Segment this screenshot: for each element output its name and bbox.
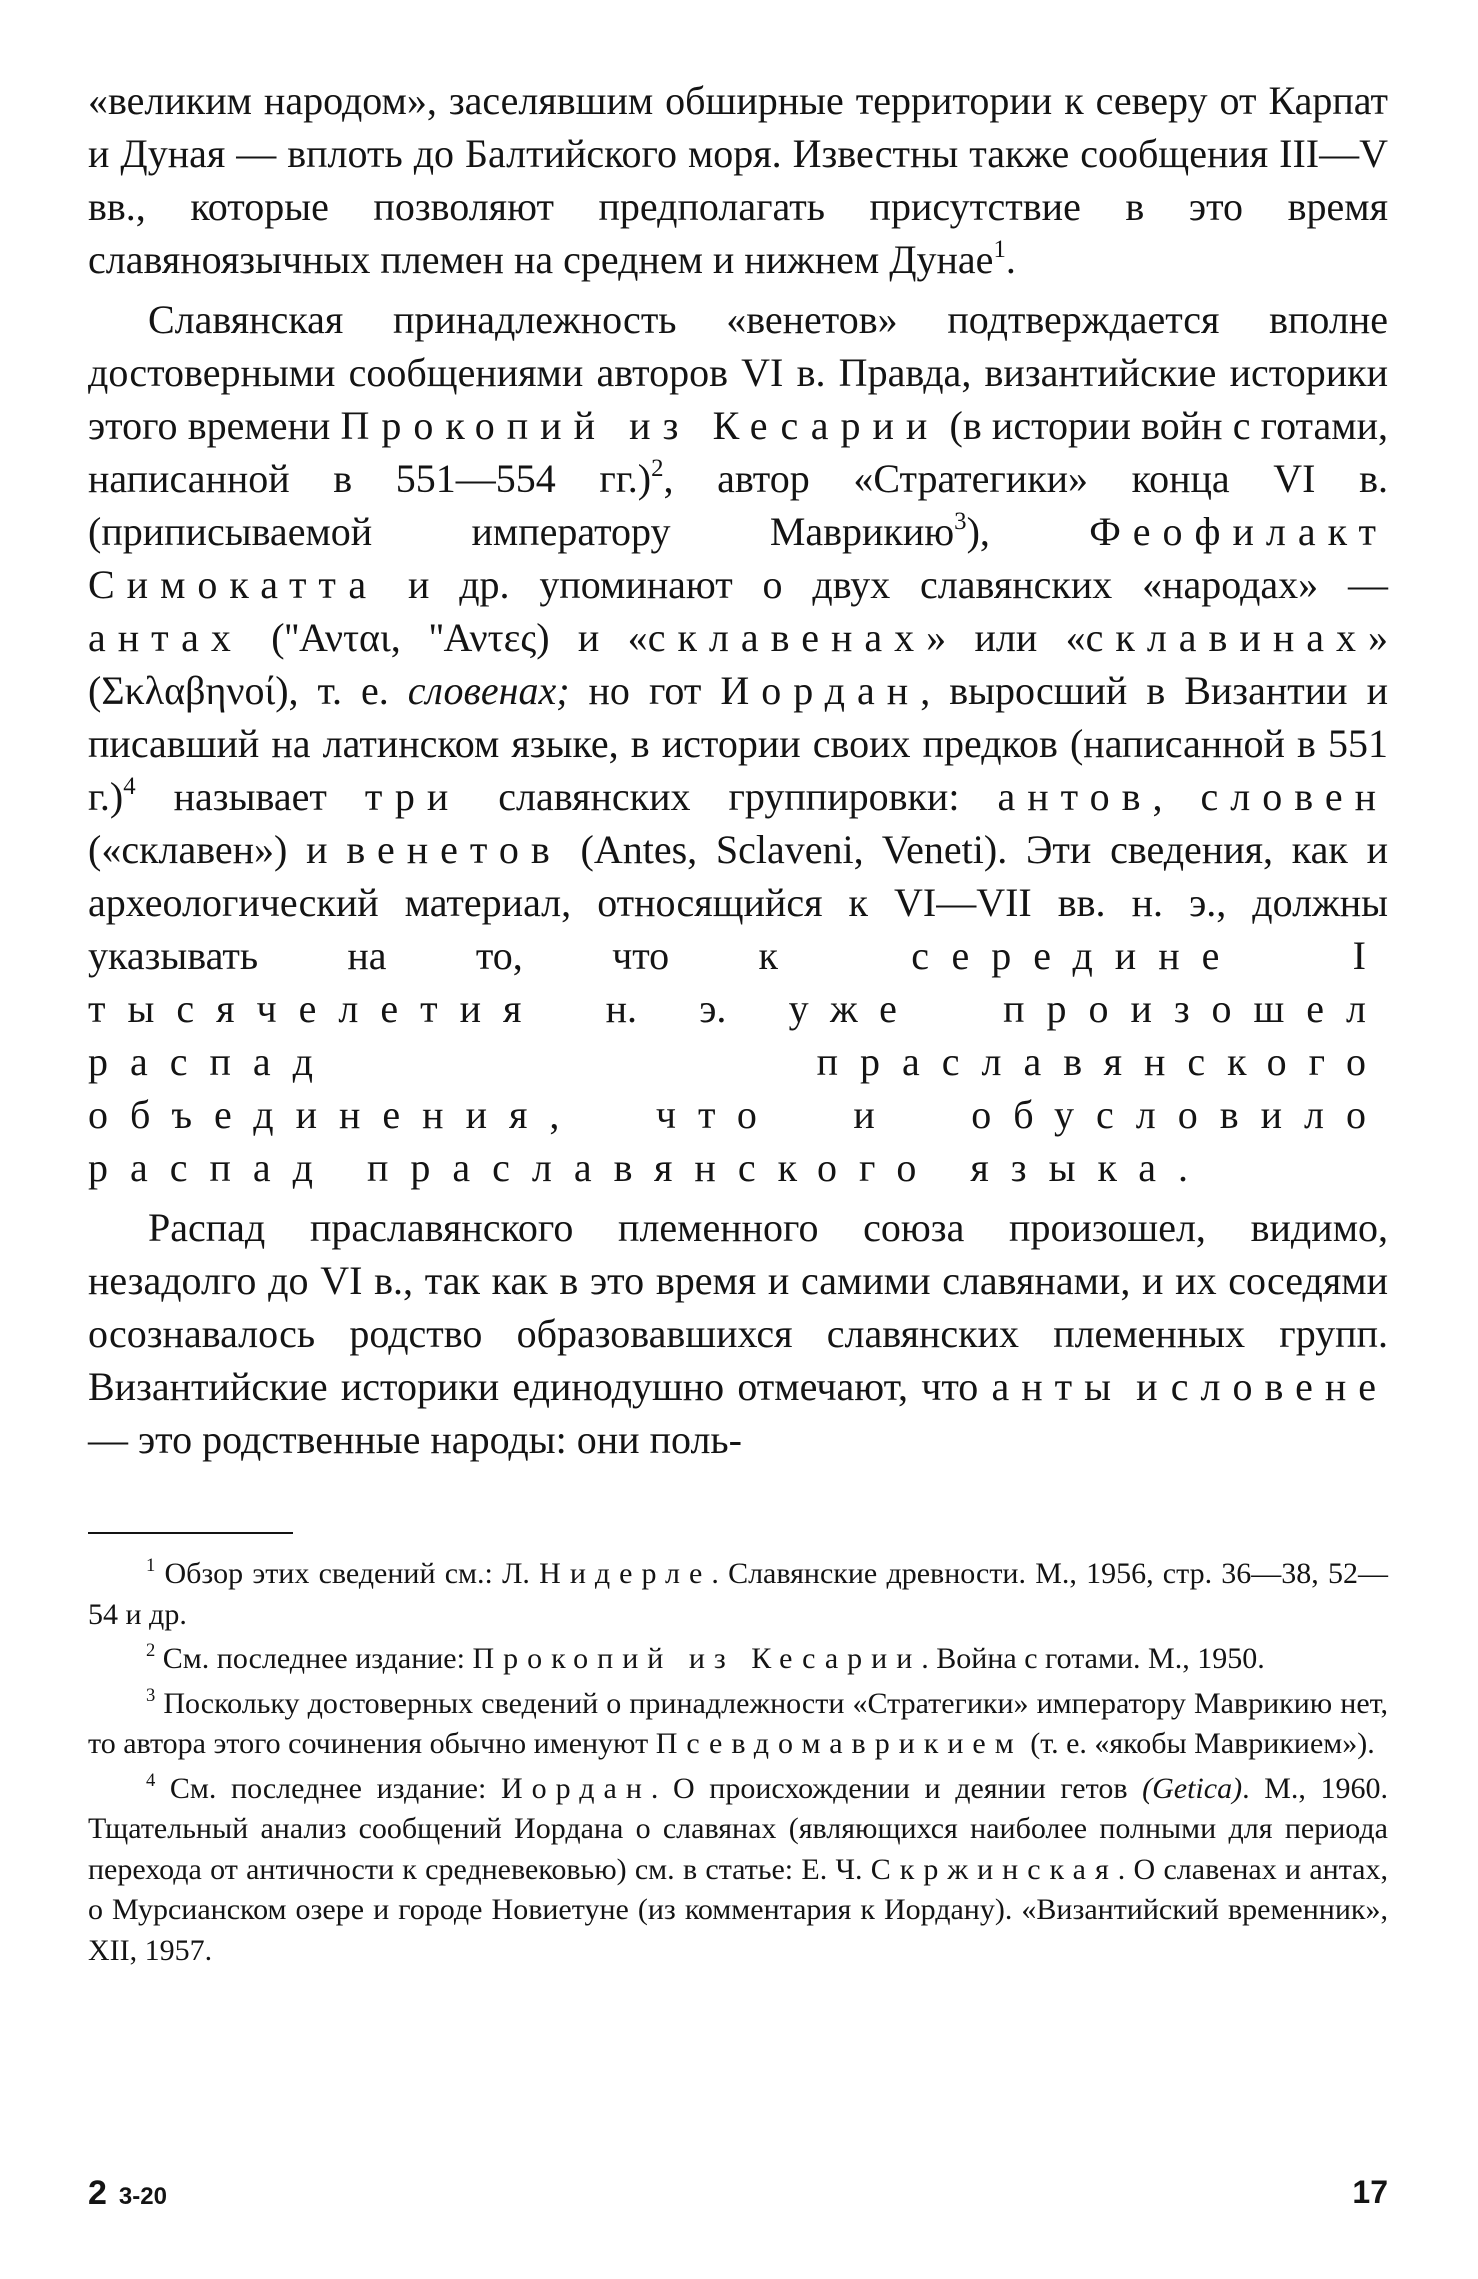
paragraph-text: славянских группировки: xyxy=(460,774,998,819)
footnote-text: . О происхождении и деянии гетов xyxy=(650,1771,1143,1805)
spaced-name: склавинах xyxy=(1085,615,1368,660)
paragraph-text: (в истории войн с готами, написанной в 551—554 гг.) xyxy=(88,403,1388,501)
footnote-text: Поскольку достоверных сведений о принадлежности «Стратегики» императору Маврикию нет, то автора этого сочинения обычно именуют xyxy=(88,1686,1388,1760)
paragraph-text: » (Σκλαβηνοί), т. е. xyxy=(88,615,1388,713)
spaced-name: антов xyxy=(997,774,1153,819)
paragraph-1 xyxy=(88,74,1388,286)
paragraph-text: называет xyxy=(135,774,365,819)
spaced-name: Прокопий из Кесарии xyxy=(472,1642,922,1675)
paragraph-text: Славянская принадлежность «венетов» подтверждается вполне достоверными сообщениями авторов VI в. Правда, византийские историки этого времени xyxy=(88,297,1388,448)
spaced-name: Псевдомаврикием xyxy=(655,1727,1023,1760)
footnote-text: . Славянские древности. М., 1956, стр. 36—38, 52—54 и др. xyxy=(88,1557,1388,1631)
paragraph-text: Распад праславянского племенного союза произошел, видимо, незадолго до VI в., так как в это время и самими славянами, и их соседями осознавалось родство образовавшихся славянских племенных групп. Византийские историки единодушно отмечают, что xyxy=(88,1205,1388,1409)
paragraph-text: но гот xyxy=(569,668,721,713)
main-text xyxy=(88,74,1388,1466)
paragraph-text: ), xyxy=(966,509,1090,554)
paragraph-text: (''Ανται, ''Αντες) и « xyxy=(242,615,648,660)
spaced-name: Иордан xyxy=(500,1771,651,1805)
footnote-2 xyxy=(88,1639,1388,1680)
paragraph-text: , xyxy=(1152,774,1201,819)
footnote-text: . О славенах и антах, о Мурсианском озере и городе Новиетуне (из комментария к Иордану). «Византийский временник», XII, 1957. xyxy=(88,1852,1388,1967)
paragraph-text: , выросший в Византии и писавший на латинском языке, в истории своих предков (написанной в 551 г.) xyxy=(88,668,1388,819)
italic-term: (Getica) xyxy=(1142,1771,1243,1805)
paragraph-text: («склавен») и xyxy=(88,827,347,872)
footnote-divider xyxy=(88,1532,293,1534)
spaced-emphasis: уже произошел распад праславянского объединения, что и обусловило распад праславянского языка. xyxy=(88,986,1388,1190)
paragraph-text: (Antes, Sclaveni, Veneti). Эти сведения, как и археологический материал, относящийся к VI—VII вв. н. э., должны указывать на то, что xyxy=(88,827,1389,978)
footnote-ref-1[interactable]: 1 xyxy=(993,235,1006,263)
spaced-name: словен xyxy=(1200,774,1389,819)
spaced-name: Нидерле xyxy=(539,1557,712,1590)
printer-signature xyxy=(88,2174,167,2213)
footnote-text: (т. е. «якобы Маврикием»). xyxy=(1022,1727,1375,1760)
spaced-name: анты xyxy=(991,1364,1123,1409)
paragraph-text: и xyxy=(1122,1364,1171,1409)
spaced-name: антах xyxy=(88,615,243,660)
spaced-name: Иордан xyxy=(720,668,921,713)
footnotes xyxy=(88,1554,1388,1971)
paragraph-2 xyxy=(88,293,1388,1194)
paragraph-3 xyxy=(88,1201,1388,1466)
signature-code: 3-20 xyxy=(118,2183,167,2210)
italic-term: словенах; xyxy=(407,668,570,713)
spaced-name: склавенах xyxy=(647,615,927,660)
spaced-name: венетов xyxy=(346,827,562,872)
paragraph-text: » или « xyxy=(926,615,1086,660)
footnote-number: 2 xyxy=(146,1639,156,1661)
footnote-text: См. последнее издание: xyxy=(155,1771,501,1805)
paragraph-text: и др. упоминают о двух славянских «народах» — xyxy=(378,562,1388,607)
spaced-name: Скржинская xyxy=(870,1852,1118,1886)
footnote-text: См. последнее издание: xyxy=(155,1642,473,1675)
page-number: 17 xyxy=(1352,2174,1388,2210)
footnote-text: Обзор этих сведений см.: Л. xyxy=(155,1557,540,1590)
footnote-number: 3 xyxy=(146,1684,156,1706)
footnote-ref-3[interactable]: 3 xyxy=(954,507,967,535)
footnote-ref-2[interactable]: 2 xyxy=(651,454,664,482)
footnote-number: 1 xyxy=(146,1554,156,1576)
spaced-name: словене xyxy=(1170,1364,1389,1409)
spaced-name: три xyxy=(364,774,461,819)
footnote-ref-4[interactable]: 4 xyxy=(123,772,136,800)
spaced-name: Прокопий из Кесарии xyxy=(340,403,940,448)
paragraph-text: — это родственные народы: они поль- xyxy=(88,1417,742,1462)
footnote-1 xyxy=(88,1554,1388,1635)
signature-number: 2 xyxy=(88,2174,107,2212)
paragraph-text: , автор «Стратегики» конца VI в. (приписываемой императору Маврикию xyxy=(88,456,1388,554)
paragraph-text: н. э. xyxy=(543,986,789,1031)
footnote-text: . М., 1960. Тщательный анализ сообщений Иордана о славянах (являющихся наиболее полными для периода перехода от античности к средневековью) см. в статье: Е. Ч. xyxy=(88,1771,1388,1886)
page-footer xyxy=(88,2174,1388,2214)
paragraph-text: . xyxy=(1005,237,1016,282)
footnote-number: 4 xyxy=(146,1769,156,1791)
footnote-text: . Война с готами. М., 1950. xyxy=(921,1642,1265,1675)
spaced-name: Феофилакт Симокатта xyxy=(88,509,1388,607)
footnote-3 xyxy=(88,1684,1388,1765)
footnote-4 xyxy=(88,1769,1388,1972)
paragraph-text: «великим народом», заселявшим обширные территории к северу от Карпат и Дуная — вплоть до Балтийского моря. Известны также сообщения III—V вв., которые позволяют предполагать присутствие в это время славяноязычных племен на среднем и нижнем Дунае xyxy=(88,78,1388,282)
spaced-emphasis: к середине I тысячелетия xyxy=(88,933,1388,1031)
